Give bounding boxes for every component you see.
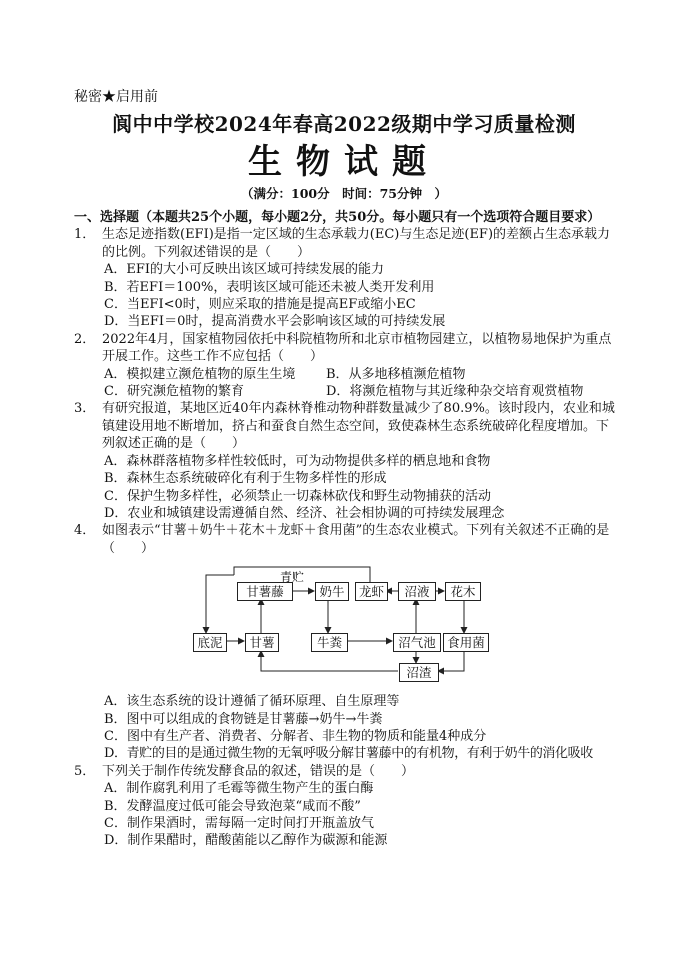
- option-d: D．当EFI＝0时，提高消费水平会影响该区域的可持续发展: [104, 314, 446, 330]
- option-d: D．制作果醋时，醋酸菌能以乙醇作为碳源和能源: [104, 833, 388, 849]
- node-zhaoqichi: 沼气池: [393, 633, 441, 652]
- node-ganshuteng: 甘薯藤: [237, 582, 293, 601]
- eco-agriculture-diagram: [74, 557, 618, 693]
- question-stem: 生态足迹指数(EFI)是指一定区域的生态承载力(EC)与生态足迹(EF)的差额占生态承载力的比例。下列叙述错误的是（ ）: [102, 227, 611, 260]
- exam-content: [74, 209, 618, 850]
- option-row: [74, 383, 618, 400]
- question-number: 3．: [74, 401, 96, 417]
- exam-info: （满分：100分 时间：75分钟 ）: [241, 186, 447, 201]
- option-a: A．制作腐乳利用了毛霉等微生物产生的蛋白酶: [104, 781, 374, 797]
- node-ganshu: 甘薯: [245, 633, 279, 652]
- node-shiyongjun: 食用菌: [443, 633, 489, 652]
- option-b: B．发酵温度过低可能会导致泡菜“咸而不酸”: [104, 798, 361, 814]
- question-number: 1．: [74, 227, 96, 243]
- question-number: 2．: [74, 331, 96, 347]
- option-b: B．从多地移植濒危植物: [326, 366, 466, 382]
- option-d: D．农业和城镇建设需遵循自然、经济、社会相协调的可持续发展理念: [104, 505, 505, 521]
- option-b: B．森林生态系统破碎化有利于生物多样性的形成: [104, 471, 387, 487]
- option-b: B．图中可以组成的食物链是甘薯藤→奶牛→牛粪: [104, 711, 383, 727]
- question-4: [74, 522, 618, 557]
- node-nainiu: 奶牛: [315, 582, 349, 601]
- option-c: C．保护生物多样性，必须禁止一切森林砍伐和野生动物捕获的活动: [104, 488, 491, 504]
- section-label: 一、选择题: [74, 210, 140, 225]
- node-dini: 底泥: [193, 633, 227, 652]
- option-c: C．制作果酒时，需每隔一定时间打开瓶盖放气: [104, 815, 374, 831]
- section-description: （本题共25个小题，每小题2分，共50分。每小题只有一个选项符合题目要求）: [139, 210, 601, 225]
- question-1: [74, 226, 618, 261]
- option-b: B．若EFI＝100%，表明该区域可能还未被人类开发利用: [104, 279, 435, 295]
- arrow-zhaozha-to-ganshu: [261, 651, 398, 671]
- question-number: 5．: [74, 763, 96, 779]
- section-heading: [74, 209, 618, 226]
- option-c: C．图中有生产者、消费者、分解者、非生物的物质和能量4种成分: [104, 728, 487, 744]
- node-huamu: 花木: [445, 582, 481, 601]
- question-stem: 如图表示“甘薯＋奶牛＋花木＋龙虾＋食用菌”的生态农业模式。下列有关叙述不正确的是（ ）: [102, 523, 610, 556]
- option-d: D．将濒危植物与其近缘种杂交培育观赏植物: [326, 384, 584, 400]
- question-number: 4．: [74, 523, 96, 539]
- option-row: [74, 366, 618, 383]
- secret-mark: 秘密★启用前: [74, 89, 158, 105]
- option-a: A．该生态系统的设计遵循了循环原理、自生原理等: [104, 694, 400, 710]
- edge-label-qingzhu: 青贮: [280, 570, 305, 585]
- node-niufen: 牛粪: [311, 633, 348, 652]
- question-stem: 有研究报道，某地区近40年内森林脊椎动物种群数量减少了80.9%。该时段内，农业和城镇建设用地不断增加，挤占和蚕食自然生态空间，致使森林生态系统破碎化程度增加。下列叙述正确的是（ ）: [102, 401, 615, 452]
- question-5: [74, 763, 618, 780]
- node-longxia: 龙虾: [355, 582, 388, 601]
- node-zhaoye: 沼液: [398, 582, 436, 601]
- option-a: A．森林群落植物多样性较低时，可为动物提供多样的栖息地和食物: [104, 453, 491, 469]
- question-3: [74, 400, 618, 452]
- option-d: D．青贮的目的是通过微生物的无氧呼吸分解甘薯藤中的有机物，有利于奶牛的消化吸收: [104, 746, 593, 762]
- question-stem: 2022年4月，国家植物园依托中科院植物所和北京市植物园建立，以植物易地保护为重点开展工作。这些工作不应包括（ ）: [102, 331, 612, 365]
- node-zhaozha: 沼渣: [399, 663, 439, 682]
- arrow-longxia-to-dini: [206, 575, 234, 633]
- subject-title: 生物试题: [248, 142, 440, 182]
- question-2: [74, 331, 618, 366]
- option-c: C．当EFI<0时，则应采取的措施是提高EF或缩小EC: [104, 297, 416, 313]
- option-c: C．研究濒危植物的繁育: [104, 384, 244, 400]
- option-a: A．模拟建立濒危植物的原生生境: [104, 366, 296, 382]
- arrow-shiyongjun-to-zhaozha: [438, 649, 464, 671]
- exam-title: 阆中中学校2024年春高2022级期中学习质量检测: [112, 112, 576, 136]
- option-a: A．EFI的大小可反映出该区域可持续发展的能力: [104, 262, 385, 278]
- diagram-arrows: [74, 557, 618, 693]
- question-stem: 下列关于制作传统发酵食品的叙述，错误的是（ ）: [102, 763, 415, 779]
